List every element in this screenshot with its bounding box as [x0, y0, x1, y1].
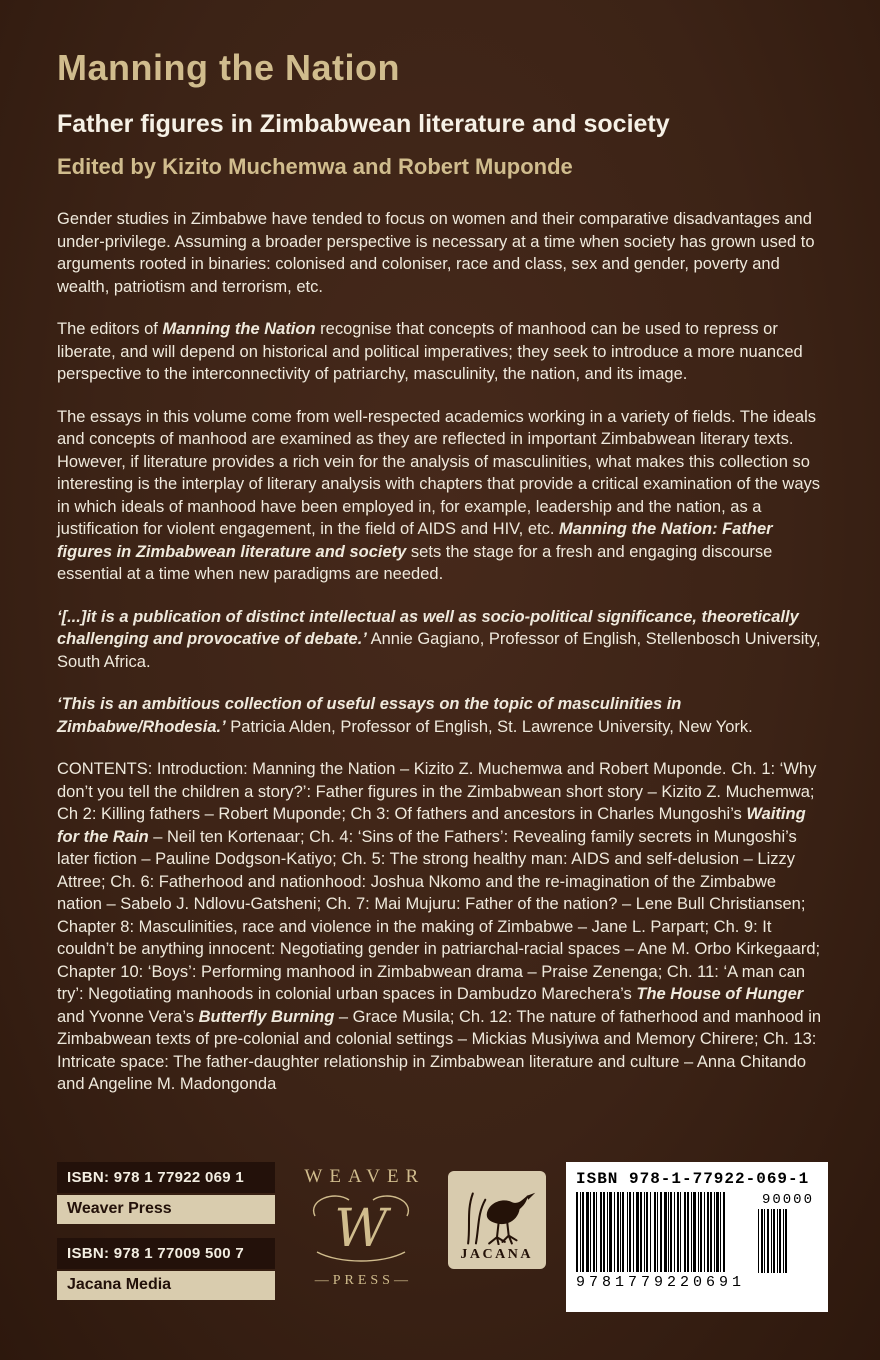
barcode-main [576, 1192, 748, 1291]
barcode-bar [785, 1209, 787, 1273]
barcode-addon-number: 90000 [761, 1192, 814, 1208]
barcode-bar [758, 1209, 759, 1273]
barcode-bar [650, 1192, 651, 1272]
text-segment: Annie Gagiano, Professor of English, Stellenbosch University, South Africa. [57, 630, 821, 671]
barcode-bar [596, 1192, 597, 1272]
book-title: Manning the Nation [57, 47, 400, 88]
text-segment: The House of Hunger [636, 985, 804, 1003]
barcode-bar [620, 1192, 621, 1272]
barcode-bar [670, 1192, 672, 1272]
text-segment: and Yvonne Vera’s [57, 1007, 199, 1026]
weaver-logo-press-label: —PRESS— [314, 1273, 412, 1288]
barcode-bars-addon [758, 1209, 818, 1273]
barcode-bar [609, 1192, 612, 1272]
barcode-bar [586, 1192, 589, 1272]
barcode-body [576, 1192, 818, 1291]
barcode-bar [660, 1192, 662, 1272]
jacana-logo [448, 1171, 546, 1269]
barcode-bar [684, 1192, 686, 1272]
barcode-bar [777, 1209, 778, 1273]
barcode-bar [691, 1192, 692, 1272]
weaver-logo-wordmark: WEAVER [304, 1166, 426, 1187]
barcode-bar [680, 1192, 681, 1272]
barcode-bar [687, 1192, 689, 1272]
barcode-bar [590, 1192, 591, 1272]
barcode-bar [617, 1192, 619, 1272]
weaver-press-logo [295, 1162, 427, 1289]
text-segment: CONTENTS: Introduction: Manning the Nation – Kizito Z. Muchemwa and Robert Muponde. Ch. 1: ‘Why don’t you tell the children a story?’: Father figures in the Zimbabwean short story – Kizito Z. Muchemwa; Ch 2: Killing fathers – Robert Muponde; Ch 3: Of fathers and ancestors in Charles Mungoshi’s [57, 760, 817, 823]
barcode-digits: 9781779220691 [575, 1274, 746, 1291]
barcode-bar [607, 1192, 608, 1272]
publisher-footer [57, 1162, 828, 1314]
text-segment: The essays in this volume come from well-respected academics working in a variety of fields. The ideals and concepts of manhood are examined as they are reflected in important Zimbabwean literary texts. However, if literature provides a rich vein for the analysis of masculinities, what makes this collection so interesting is the interplay of literary analysis with chapters that provide a critical examination of the ways in which ideals of manhood have been employed in, for example, leadership and the nation, as a justification for violent engagement, in the field of AIDS and HIV, etc. [57, 407, 821, 538]
barcode-bar [629, 1192, 631, 1272]
barcode-bar [716, 1192, 719, 1272]
weaver-monogram-letter: W [334, 1199, 389, 1259]
barcode-bar [723, 1192, 725, 1272]
barcode-bar [693, 1192, 696, 1272]
weaver-isbn-label: ISBN: 978 1 77922 069 1 [57, 1162, 275, 1193]
barcode-bar [664, 1192, 667, 1272]
barcode-bar [580, 1192, 581, 1272]
barcode-bar [767, 1209, 769, 1273]
text-segment: ‘This is an ambitious collection of useful essays on the topic of masculinities in Zimbabwe/Rhodesia.’ [57, 695, 682, 736]
text-segment: Gender studies in Zimbabwe have tended to focus on women and their comparative disadvantages and under-privilege. Assuming a broader perspective is necessary at a time when society has grown used to arguments rooted in binaries: colonised and coloniser, race and class, sex and gender, poverty and wealth, patriotism and terrorism, etc. [57, 210, 815, 296]
barcode-bar [600, 1192, 602, 1272]
barcode-isbn-text: ISBN 978-1-77922-069-1 [575, 1170, 810, 1188]
isbn-column [57, 1162, 275, 1314]
barcode-bar [710, 1192, 712, 1272]
barcode-bar [627, 1192, 628, 1272]
barcode-bar [764, 1209, 765, 1273]
book-subtitle: Father figures in Zimbabwean literature and society [57, 110, 670, 138]
barcode-bar [700, 1192, 702, 1272]
blurb-paragraph [57, 606, 823, 674]
barcode-bar [707, 1192, 709, 1272]
barcode-bar [614, 1192, 615, 1272]
barcode-bar [640, 1192, 642, 1272]
barcode-bar [646, 1192, 648, 1272]
blurb-paragraph [57, 318, 823, 386]
book-editors: Edited by Kizito Muchemwa and Robert Muponde [57, 154, 573, 179]
barcode-block [566, 1162, 828, 1312]
barcode-bar [704, 1192, 705, 1272]
text-segment: The editors of [57, 320, 163, 338]
barcode-bar [761, 1209, 763, 1273]
barcode-bar [668, 1192, 669, 1272]
jacana-media-name: Jacana Media [57, 1271, 275, 1300]
text-segment: ‘[...]it is a publication of distinct intellectual as well as socio-political significance, theoretically challenging and provocative of debate.’ [57, 607, 799, 648]
barcode-bar [603, 1192, 605, 1272]
barcode-bar [773, 1209, 775, 1273]
weaver-w-monogram-icon [305, 1188, 417, 1266]
barcode-bar [771, 1209, 772, 1273]
text-segment: Manning the Nation [162, 320, 316, 338]
isbn-block-jacana [57, 1238, 275, 1300]
blurb-paragraph [57, 758, 823, 1096]
barcode-bar [674, 1192, 675, 1272]
barcode-addon [758, 1192, 818, 1291]
barcode-bar [657, 1192, 658, 1272]
text-segment: Patricia Alden, Professor of English, St. Lawrence University, New York. [225, 717, 753, 736]
barcode-bar [593, 1192, 595, 1272]
barcode-bar [576, 1192, 578, 1272]
text-segment: Butterfly Burning [198, 1007, 335, 1026]
blurb-paragraph [57, 406, 823, 586]
jacana-bird-icon [457, 1181, 537, 1245]
barcode-bar [636, 1192, 639, 1272]
barcode-bar [622, 1192, 624, 1272]
barcode-bar [644, 1192, 645, 1272]
jacana-logo-label: JACANA [460, 1247, 533, 1262]
jacana-isbn-label: ISBN: 978 1 77009 500 7 [57, 1238, 275, 1269]
text-segment: Waiting for the Rain [57, 805, 806, 846]
barcode-bar [582, 1192, 584, 1272]
text-segment: Manning the Nation: Father figures in Zimbabwean literature and society [57, 520, 773, 561]
weaver-press-name: Weaver Press [57, 1195, 275, 1224]
blurb-paragraphs [57, 208, 823, 1096]
text-segment: – Neil ten Kortenaar; Ch. 4: ‘Sins of the Fathers’: Revealing family secrets in Mungoshi’s later fiction – Pauline Dodgson-Katiyo; Ch. 5: The strong healthy man: AIDS and self-delusion – Lizzy Attree; Ch. 6: Fatherhood and nationhood: Joshua Nkomo and the re-imagination of the Zimbabwe nation – Sabelo J. Ndlovu-Gatsheni; Ch. 7: Mai Mujuru: Father of the nation? – Lene Bull Christiansen; Chapter 8: Masculinities, race and violence in the making of Zimbabwe – Jane L. Parpart; Ch. 9: It couldn’t be anything innocent: Negotiating gender in patriarchal-racial spaces – Ane M. Orbo Kirkegaard; Chapter 10: ‘Boys’: Performing manhood in Zimbabwean drama – Praise Zenenga; Ch. 11: ‘A man can try’: Negotiating manhoods in colonial urban spaces in Dambudzo Marechera’s [57, 827, 821, 1003]
barcode-bars-main [576, 1192, 748, 1272]
barcode-bar [720, 1192, 721, 1272]
barcode-bar [698, 1192, 699, 1272]
blurb-paragraph [57, 208, 823, 298]
barcode-bar [677, 1192, 679, 1272]
barcode-bar [633, 1192, 634, 1272]
barcode-bar [714, 1192, 715, 1272]
barcode-bar [779, 1209, 781, 1273]
barcode-bar [654, 1192, 656, 1272]
text-segment: recognise that concepts of manhood can be used to repress or liberate, and will depend on historical and political imperatives; they seek to introduce a more nuanced perspective to the interconnectivity of patriarchy, masculinity, the nation, and its image. [57, 320, 803, 383]
barcode-bar [783, 1209, 784, 1273]
isbn-block-weaver [57, 1162, 275, 1224]
blurb-paragraph [57, 693, 823, 738]
text-segment: sets the stage for a fresh and engaging discourse essential at a time when new paradigms are needed. [57, 542, 773, 583]
text-segment: – Grace Musila; Ch. 12: The nature of fatherhood and manhood in Zimbabwean texts of pre-colonial and colonial settings – Mickias Musiyiwa and Memory Chirere; Ch. 13: Intricate space: The father-daughter relationship in Zimbabwean literature and culture – Anna Chitando and Angeline M. Madongonda [57, 1007, 822, 1093]
